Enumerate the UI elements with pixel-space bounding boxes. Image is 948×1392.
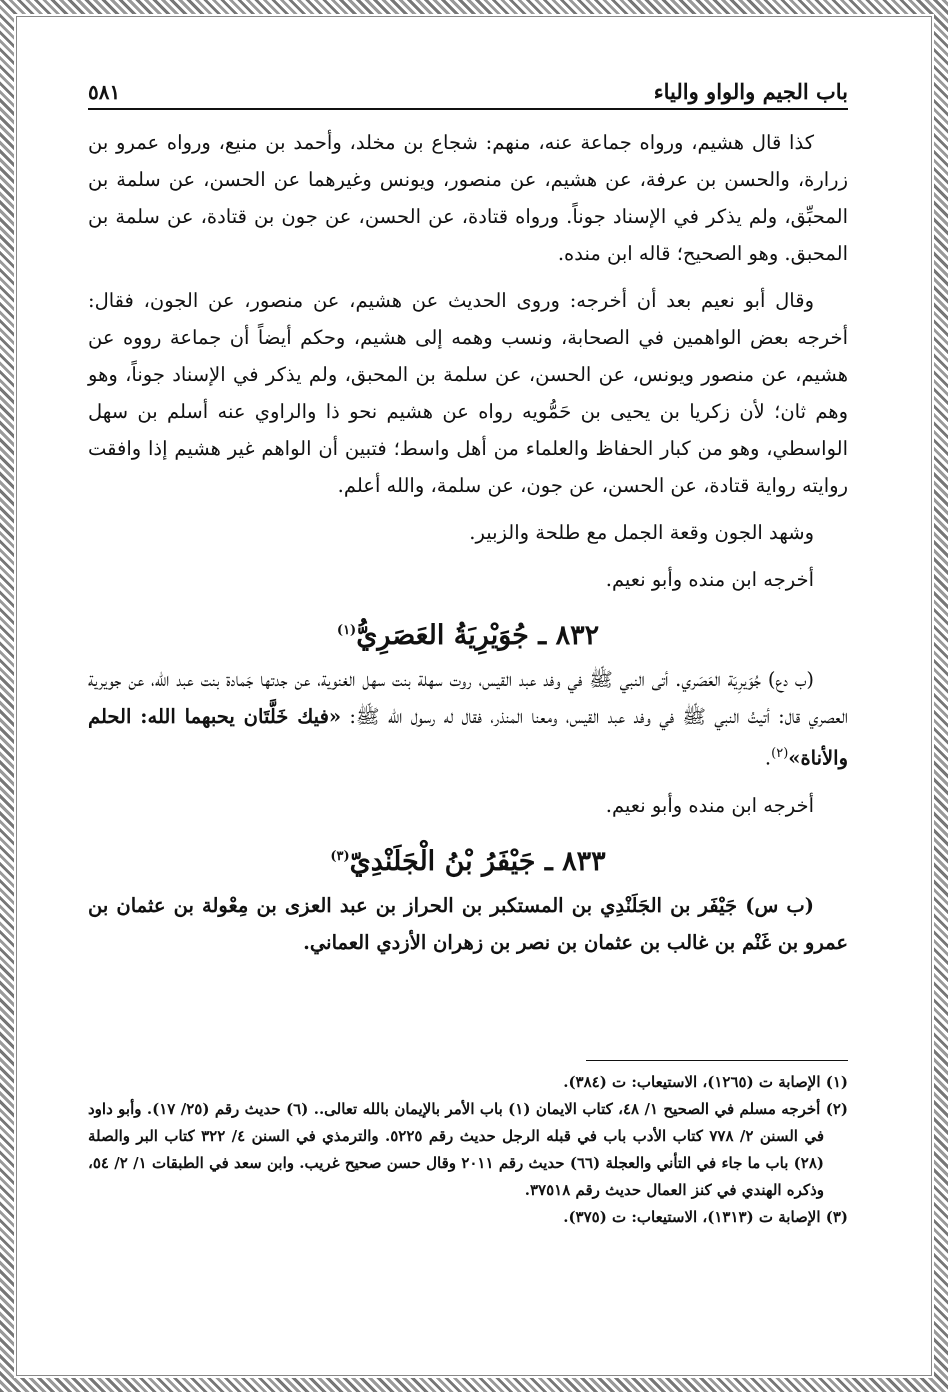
entry-832-footnote-ref: (١) [336, 623, 357, 638]
paragraph-6: أخرجه ابن منده وأبو نعيم. [605, 793, 814, 817]
paragraph-1: كذا قال هشيم، ورواه جماعة عنه، منهم: شجاع بن مخلد، وأحمد بن منيع، ورواه عمرو بن زرارة، والحسن بن عرفة، عن هشيم، عن منصور، ويونس وغيرهما عن الحسن، عن سلمة بن المحبِّق، ولم يذكر في الإسناد جوناً. ورواه قتادة، عن الحسن، عن جون بن قتادة، عن سلمة بن المحبق. وهو الصحيح؛ قاله ابن منده. [88, 131, 848, 265]
footnote-2: (٢) أخرجه مسلم في الصحيح ١/ ٤٨، كتاب الايمان (١) باب الأمر بالإيمان بالله تعالى.. (٦) حديث رقم (٢٥/ ١٧). وأبو داود في السنن ٢/ ٧٧٨ كتاب الأدب باب في قبله الرجل حديث رقم ٥٢٢٥. والترمذي في السنن ٤/ ٣٢٢ كتاب البر والصلة (٢٨) باب ما جاء في التأني والعجلة (٦٦) حديث رقم ٢٠١١ وقال حسن صحيح غريب. وابن سعد في الطبقات ١/ ٢/ ٥٤، وذكره الهندي في كنز العمال حديث رقم ٣٧٥١٨. [88, 1100, 848, 1199]
page-number: ٥٨١ [88, 80, 121, 104]
footnote-3: (٣) الإصابة ت (١٣١٣)، الاستيعاب: ت (٣٧٥). [563, 1208, 848, 1226]
footnote-rule [586, 1060, 848, 1061]
quote-footnote-ref: (٢) [771, 746, 789, 761]
paragraph-7: (ب س) جَيْفَر بن الجَلَنْدِي بن المستكبر بن الحراز بن عبد العزى بن مِعْولة بن عثمان بن عمرو بن غَنْم بن غالب بن عثمان بن نصر بن زهران الأزدي العماني. [88, 893, 848, 954]
page-body [88, 70, 848, 961]
footnote-1: (١) الإصابة ت (١٢٦٥)، الاستيعاب: ت (٣٨٤). [563, 1073, 848, 1091]
entry-833-title: ٨٣٣ ـ جَيْفَرُ بْنُ الْجَلَنْدِيّ [349, 845, 606, 877]
paragraph-5-end: . [764, 746, 772, 770]
section-title: باب الجيم والواو والياء [653, 79, 848, 104]
hadith-quote: «فيك خَلَّتَان يحبهما الله: الحلم والأناة» [88, 705, 848, 770]
paragraph-3: وشهد الجون وقعة الجمل مع طلحة والزبير. [469, 521, 814, 544]
entry-833-footnote-ref: (٣) [330, 848, 350, 864]
running-header [88, 70, 848, 110]
paragraph-2: وقال أبو نعيم بعد أن أخرجه: وروى الحديث عن هشيم، عن منصور، عن الجون، فقال: أخرجه بعض الواهمين في الصحابة، ونسب وهمه إلى هشيم، وحكم أيضاً أن جماعة رووه عن هشيم، عن منصور ويونس، عن الحسن، عن سلمة بن المحبق، ولم يذكر في الإسناد جوناً، وهو وهم ثان؛ لأن زكريا بن يحيى بن حَمُّويه رواه عن هشيم نحو ذا والراوي عنه أسلم بن سهل الواسطي، وهو من كبار الحفاظ والعلماء من أهل واسط؛ فتبين أن الواهم غير هشيم إذا وافقت روايته رواية قتادة، عن الحسن، عن جون، عن سلمة، والله أعلم. [88, 289, 848, 497]
paragraph-4: أخرجه ابن منده وأبو نعيم. [605, 568, 814, 591]
entry-833-heading [88, 832, 848, 887]
paragraph-5 [88, 661, 848, 777]
entry-832-heading [88, 606, 848, 661]
footnotes-section [88, 1060, 848, 1231]
paragraph-5-text: (ب دع) جُوَيرِيَة العَصَري. أتى النبي ﷺ في وفد عبد القيس، روت سهلة بنت سهل الغنوية، عن جدتها جَمادة بنت عبد الله، عن جويرية العصري قال: أتيتُ النبي ﷺ في وفد عبد القيس، ومعنا المنذر، فقال له رسول الله ﷺ: [88, 668, 849, 728]
entry-832-title: ٨٣٢ ـ جُوَيْرِيَةُ العَصَرِيُّ [356, 620, 600, 651]
